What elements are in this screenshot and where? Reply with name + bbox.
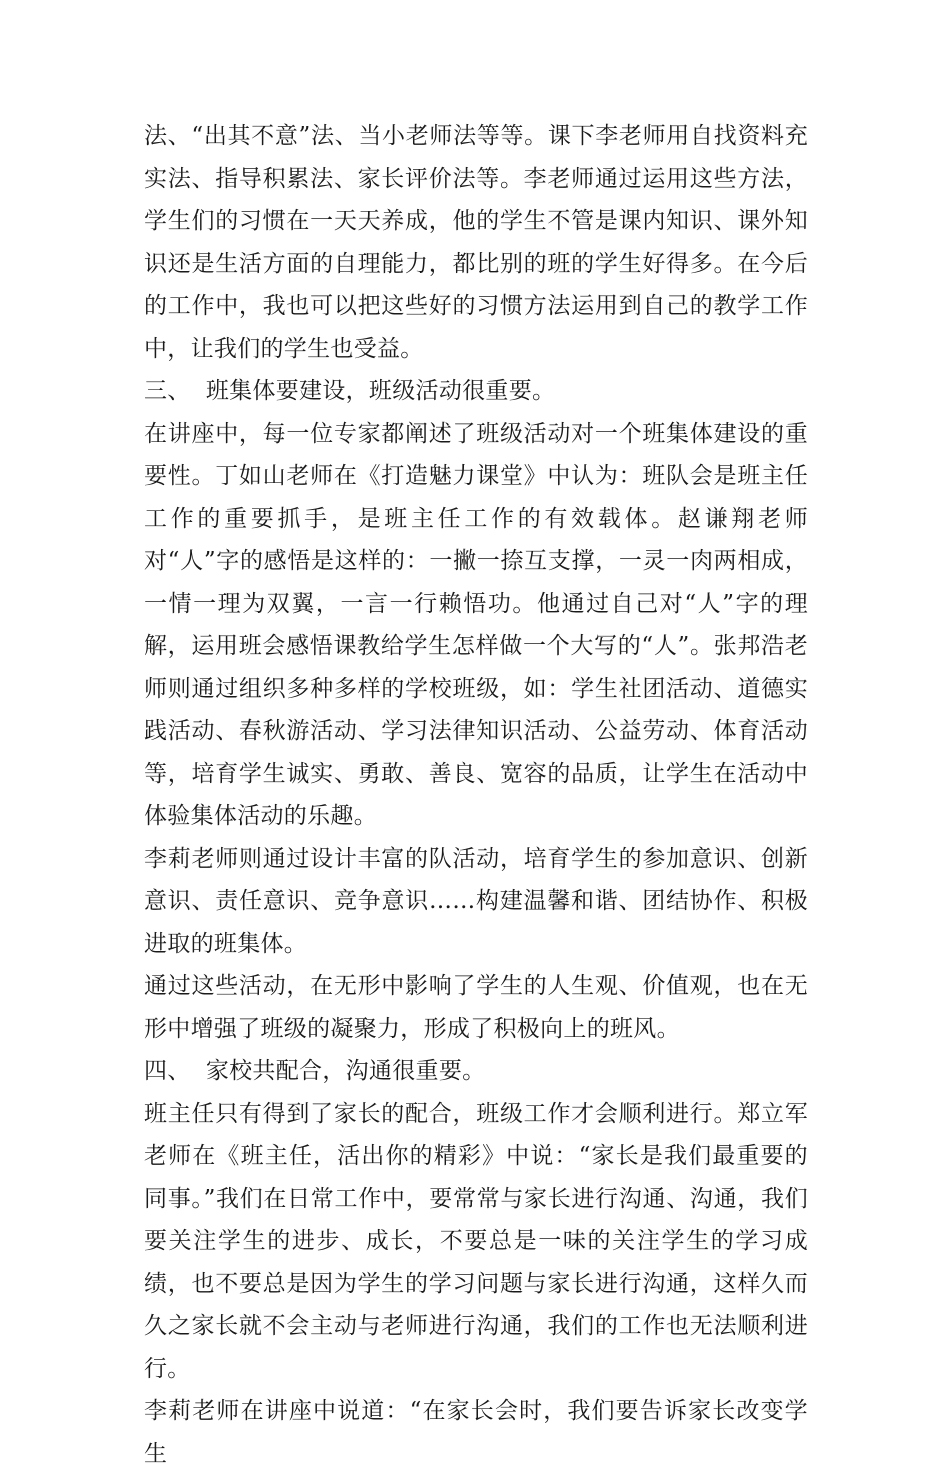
paragraph-lili-activities: 李莉老师则通过设计丰富的队活动，培育学生的参加意识、创新意识、责任意识、竞争意识……构建温馨和谐、团结协作、积极进取的班集体。 [144, 845, 808, 957]
paragraph-habits-methods: 法、“出其不意”法、当小老师法等等。课下李老师用自找资料充实法、指导积累法、家长评价法等。李老师通过运用这些方法，学生们的习惯在一天天养成，他的学生不管是课内知识、课外知识还是生活方面的自理能力，都比别的班的学生好得多。在今后的工作中，我也可以把这些好的习惯方法运用到自己的教学工作中，让我们的学生也受益。 [144, 123, 808, 362]
section-heading-four: 四、 家校共配合，沟通很重要。 [144, 1058, 486, 1084]
section-heading-three: 三、 班集体要建设，班级活动很重要。 [144, 378, 556, 404]
paragraph-class-activities: 在讲座中，每一位专家都阐述了班级活动对一个班集体建设的重要性。丁如山老师在《打造魅力课堂》中认为：班队会是班主任工作的重要抓手，是班主任工作的有效载体。赵谦翔老师对“人”字的感悟是这样的：一撇一捺互支撑，一灵一肉两相成，一情一理为双翼，一言一行赖悟功。他通过自己对“人”字的理解，运用班会感悟课教给学生怎样做一个大写的“人”。张邦浩老师则通过组织多种多样的学校班级，如：学生社团活动、道德实践活动、春秋游活动、学习法律知识活动、公益劳动、体育活动等，培育学生诚实、勇敢、善良、宽容的品质，让学生在活动中体验集体活动的乐趣。 [144, 420, 808, 829]
paragraph-parent-meeting: 李莉老师在讲座中说道：“在家长会时，我们要告诉家长改变学生 [144, 1398, 808, 1467]
paragraph-activities-influence: 通过这些活动，在无形中影响了学生的人生观、价值观，也在无形中增强了班级的凝聚力，形成了积极向上的班风。 [144, 973, 808, 1042]
document-body [144, 115, 808, 1475]
paragraph-parent-cooperation: 班主任只有得到了家长的配合，班级工作才会顺利进行。郑立军老师在《班主任，活出你的精彩》中说：“家长是我们最重要的同事。”我们在日常工作中，要常常与家长进行沟通、沟通，我们要关注学生的进步、成长，不要总是一味的关注学生的学习成绩，也不要总是因为学生的学习问题与家长进行沟通，这样久而久之家长就不会主动与老师进行沟通，我们的工作也无法顺利进行。 [144, 1100, 808, 1382]
